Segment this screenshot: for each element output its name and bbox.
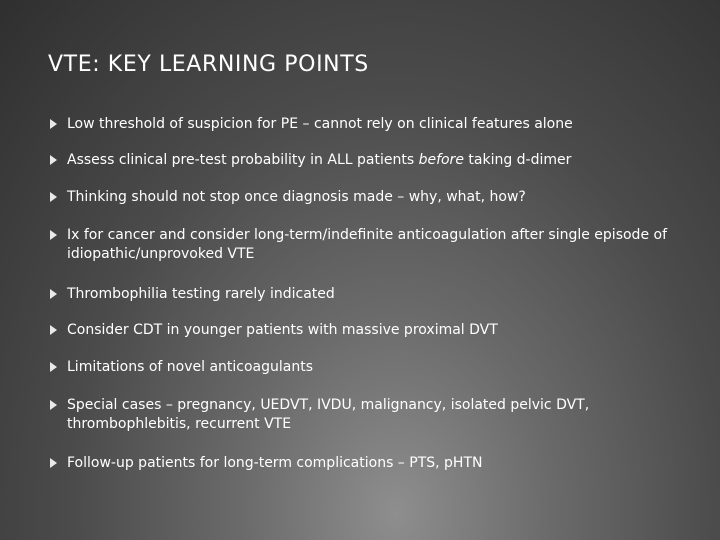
bullet-text: Thinking should not stop once diagnosis made – why, what, how? (67, 189, 526, 205)
bullet-item (50, 321, 690, 340)
bullet-text-part: Assess clinical pre-test probability in ALL patients (67, 152, 419, 168)
triangle-right-icon (50, 325, 57, 335)
bullet-text: Ix for cancer and consider long-term/indefinite anticoagulation after single episode of idiopathic/unprovoked VTE (67, 227, 668, 262)
bullet-item (50, 188, 690, 207)
bullet-text (67, 151, 571, 170)
bullet-text: Follow-up patients for long-term complications – PTS, pHTN (67, 455, 483, 471)
bullet-text: Thrombophilia testing rarely indicated (67, 286, 335, 302)
slide-title: VTE: KEY LEARNING POINTS (48, 52, 369, 77)
triangle-right-icon (50, 289, 57, 299)
triangle-right-icon (50, 192, 57, 202)
triangle-right-icon (50, 119, 57, 129)
triangle-right-icon (50, 458, 57, 468)
bullet-item (50, 358, 690, 377)
bullet-item (50, 151, 690, 170)
emphasis-text: before (418, 152, 464, 168)
bullet-item (50, 396, 690, 434)
triangle-right-icon (50, 230, 57, 240)
triangle-right-icon (50, 155, 57, 165)
bullet-item (50, 115, 690, 134)
bullet-text: Special cases – pregnancy, UEDVT, IVDU, malignancy, isolated pelvic DVT, thrombophlebitis, recurrent VTE (67, 397, 590, 432)
bullet-text: Consider CDT in younger patients with massive proximal DVT (67, 322, 498, 338)
bullet-text-part: taking d-dimer (463, 152, 572, 168)
bullet-item (50, 226, 690, 264)
bullet-item (50, 285, 690, 304)
bullet-text: Limitations of novel anticoagulants (67, 359, 314, 375)
triangle-right-icon (50, 362, 57, 372)
triangle-right-icon (50, 400, 57, 410)
bullet-item (50, 454, 690, 473)
bullet-text: Low threshold of suspicion for PE – cannot rely on clinical features alone (67, 116, 573, 132)
